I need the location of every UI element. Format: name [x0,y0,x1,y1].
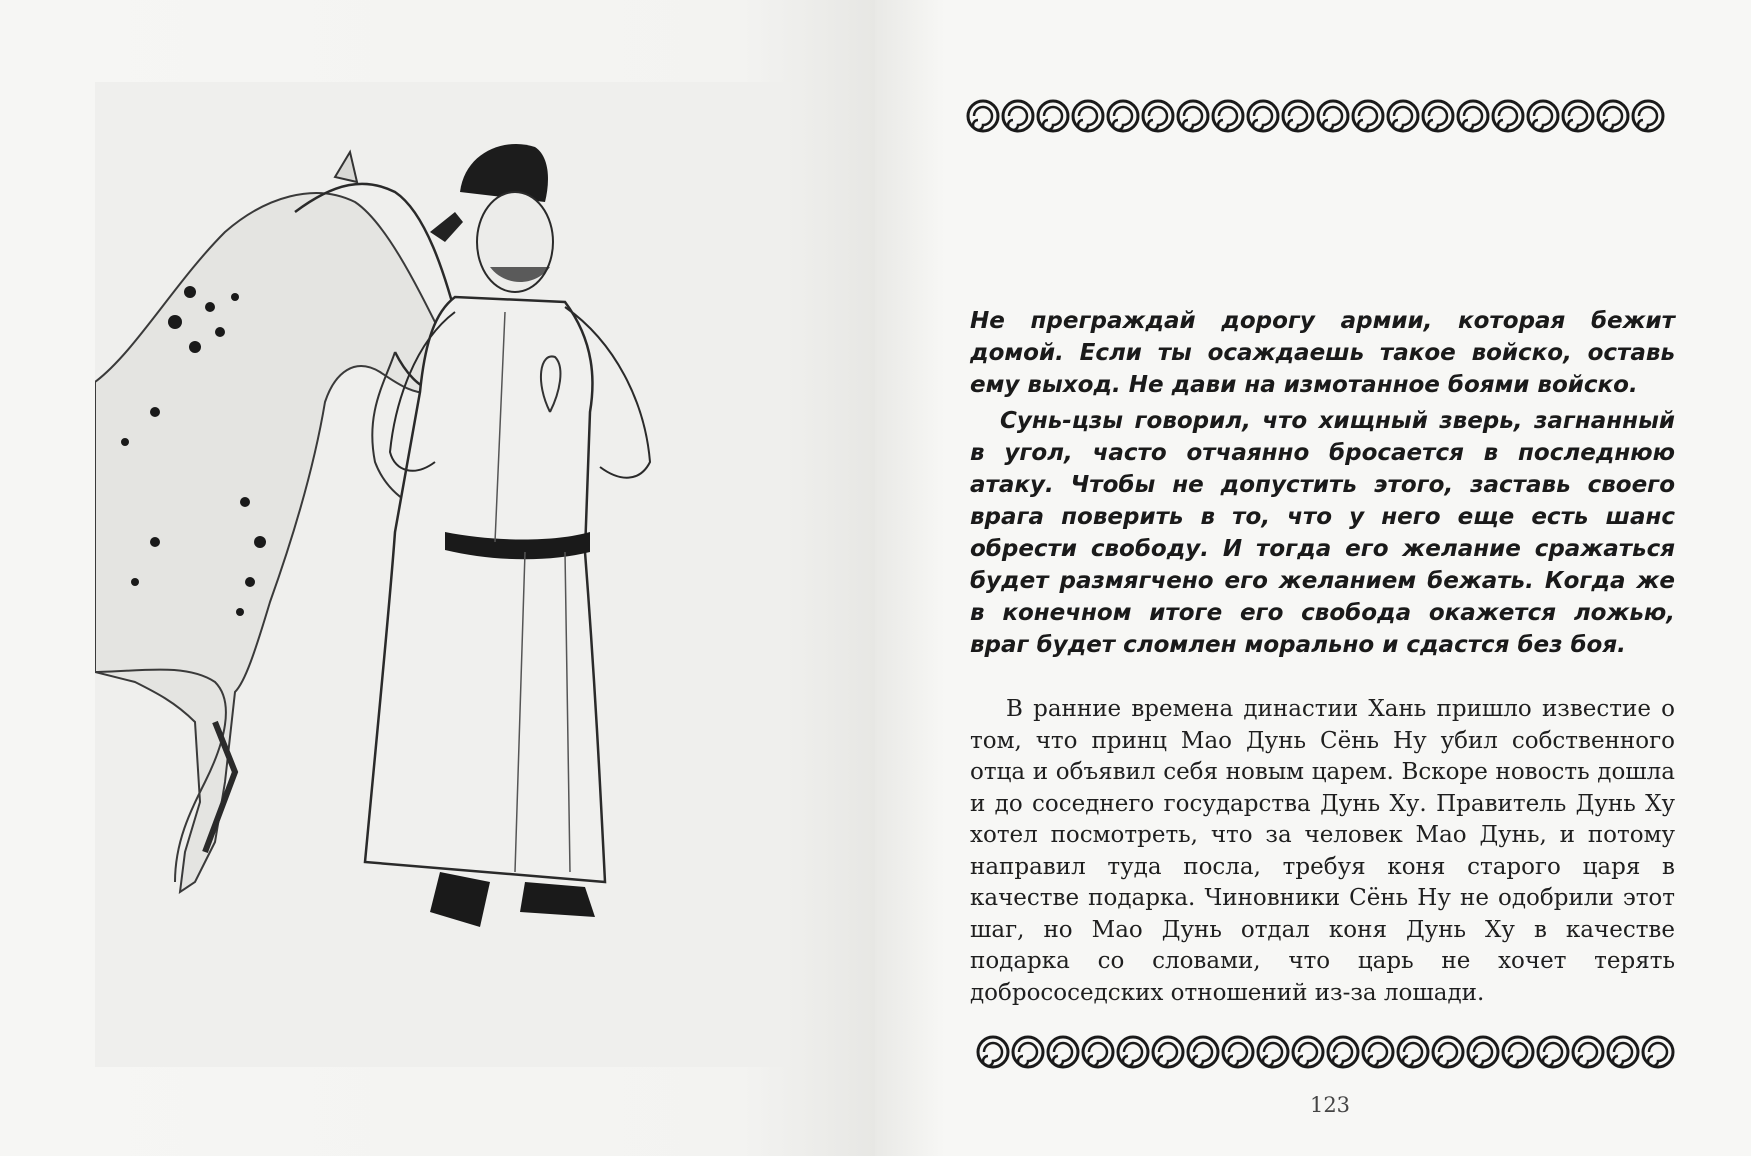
illustration [95,82,790,1067]
page-number: 123 [1309,1093,1351,1117]
quote-paragraph-2: Сунь-цзы говорил, что хищный зверь, загнанный в угол, часто отчаянно бросается в последнюю атаку. Чтобы не допустить этого, заставь своего врага поверить в то, что у него еще есть шанс обрести свободу. И тогда его желание сражаться будет размягчено его желанием бежать. Когда же в конечном итоге его свобода окажется ложью, враг будет сломлен морально и сдастся без боя. [970,408,1675,658]
left-page [0,0,875,1156]
man-leading-spotted-horse-icon [95,82,790,1067]
ornament-border-top-icon [965,94,1665,138]
spiral-wave-ornament-icon [975,1030,1675,1074]
body-paragraph: В ранние времена династии Хань пришло известие о том, что принц Мао Дунь Сёнь Ну убил собственного отца и объявил себя новым царем. Вскоре новость дошла и до соседнего государства Дунь Ху. Правитель Дунь Ху хотел посмотреть, что за человек Мао Дунь, и потому направил туда посла, требуя коня старого царя в качестве подарка. Чиновники Сёнь Ну не одобрили этот шаг, но Мао Дунь отдал коня Дунь Ху в качестве подарка со словами, что царь не хочет терять добрососедских отношений из-за лошади. [970,696,1675,1006]
quote-paragraph-1: Не преграждай дорогу армии, которая бежит домой. Если ты осаждаешь такое войско, оставь ему выход. Не дави на измотанное боями войско. [970,308,1675,398]
body-text [970,694,1675,1009]
bold-italic-quote [970,305,1675,661]
ornament-border-bottom-icon [975,1030,1675,1074]
spiral-wave-ornament-icon [965,94,1665,138]
